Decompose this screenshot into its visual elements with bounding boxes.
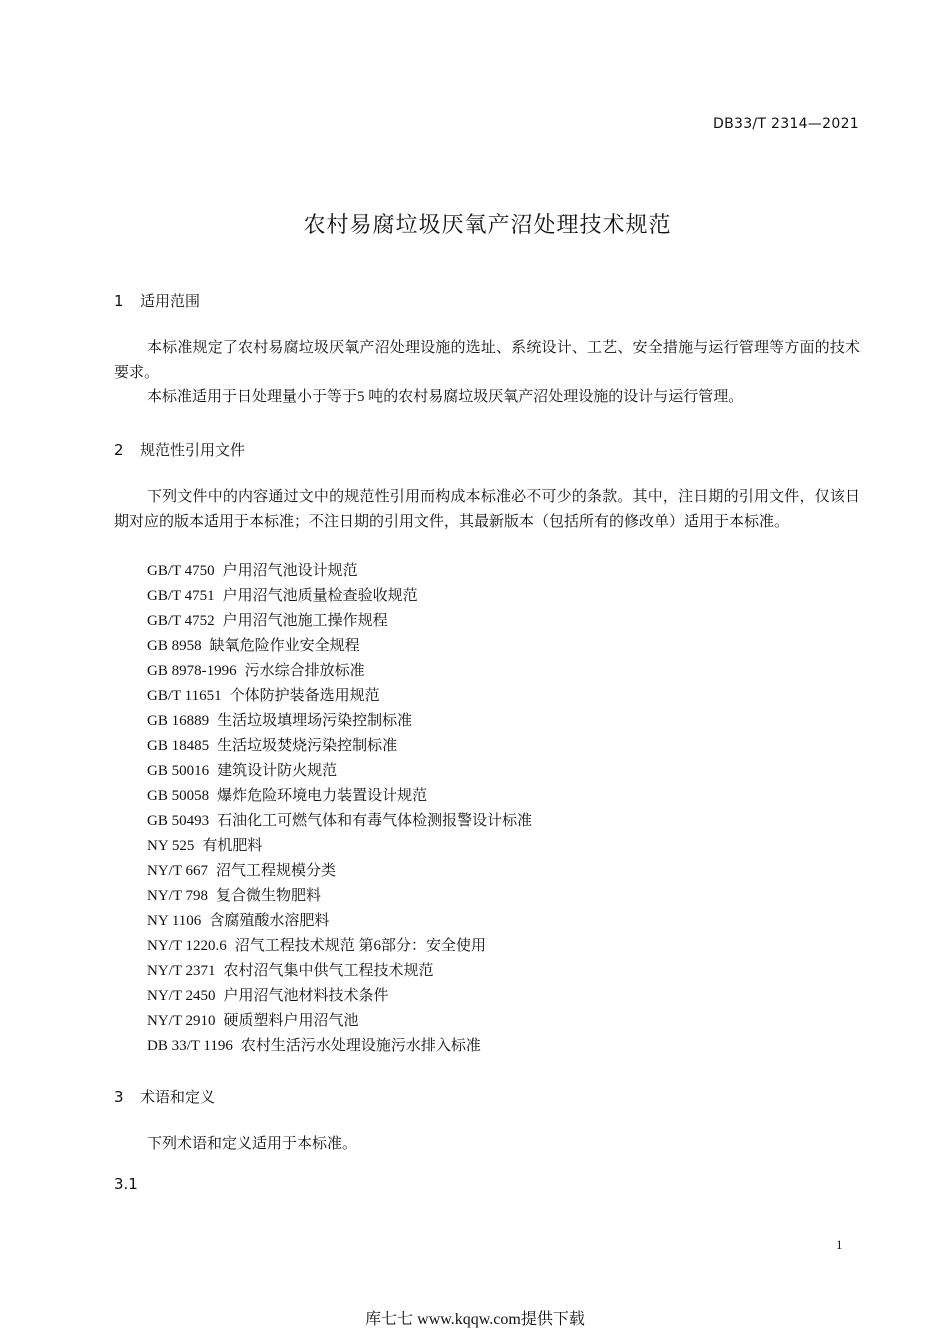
reference-title: 含腐殖酸水溶肥料: [209, 913, 330, 929]
reference-code: NY/T 667: [147, 863, 208, 879]
reference-item: [147, 734, 532, 759]
section-3-title: 术语和定义: [140, 1088, 216, 1106]
reference-code: GB/T 4750: [147, 563, 215, 579]
reference-title: 石油化工可燃气体和有毒气体检测报警设计标准: [217, 813, 533, 829]
reference-title: 有机肥料: [202, 838, 263, 854]
section-2-title: 规范性引用文件: [140, 441, 246, 459]
reference-item: [147, 859, 532, 884]
reference-title: 爆炸危险环境电力装置设计规范: [217, 788, 428, 804]
reference-code: GB 50058: [147, 788, 210, 804]
reference-item: [147, 809, 532, 834]
reference-item: [147, 559, 532, 584]
subsection-3-1-number: 3.1: [114, 1175, 138, 1193]
reference-item: [147, 934, 532, 959]
reference-title: 户用沼气池材料技术条件: [223, 988, 389, 1004]
reference-code: NY/T 1220.6: [147, 938, 227, 954]
section-2-intro: 下列文件中的内容通过文中的规范性引用而构成本标准必不可少的条款。其中，注日期的引用文件，仅该日期对应的版本适用于本标准；不注日期的引用文件，其最新版本（包括所有的修改单）适用于本标准。: [114, 489, 860, 530]
reference-item: [147, 634, 532, 659]
reference-title: 建筑设计防火规范: [217, 763, 338, 779]
reference-title: 农村沼气集中供气工程技术规范: [223, 963, 434, 979]
section-1-heading: [114, 290, 200, 311]
reference-code: GB/T 4751: [147, 588, 215, 604]
reference-item: [147, 684, 532, 709]
reference-code: NY/T 798: [147, 888, 208, 904]
reference-item: [147, 609, 532, 634]
reference-title: 生活垃圾填埋场污染控制标准: [217, 713, 413, 729]
download-source-note: 库七七 www.kqqw.com提供下载: [365, 1311, 585, 1328]
reference-item: [147, 834, 532, 859]
reference-title: 农村生活污水处理设施污水排入标准: [240, 1038, 481, 1054]
section-3-intro: 下列术语和定义适用于本标准。: [147, 1136, 358, 1152]
reference-title: 沼气工程规模分类: [215, 863, 336, 879]
reference-item: [147, 1034, 532, 1059]
reference-title: 硬质塑料户用沼气池: [223, 1013, 359, 1029]
reference-code: GB 8958: [147, 638, 202, 654]
section-1-title: 适用范围: [140, 292, 201, 310]
reference-code: GB 50493: [147, 813, 210, 829]
standard-code: DB33/T 2314—2021: [713, 116, 859, 132]
reference-code: NY 1106: [147, 913, 202, 929]
reference-title: 个体防护装备选用规范: [229, 688, 380, 704]
reference-item: [147, 709, 532, 734]
reference-item: [147, 784, 532, 809]
reference-title: 缺氧危险作业安全规程: [209, 638, 360, 654]
section-3-number: 3: [114, 1088, 124, 1106]
reference-code: GB 8978-1996: [147, 663, 237, 679]
section-2-number: 2: [114, 441, 124, 459]
reference-item: [147, 984, 532, 1009]
reference-code: GB/T 11651: [147, 688, 222, 704]
reference-title: 生活垃圾焚烧污染控制标准: [217, 738, 398, 754]
reference-item: [147, 659, 532, 684]
reference-title: 户用沼气池设计规范: [222, 563, 358, 579]
reference-item: [147, 1009, 532, 1034]
reference-item: [147, 884, 532, 909]
reference-code: GB 50016: [147, 763, 210, 779]
reference-code: NY/T 2371: [147, 963, 216, 979]
reference-title: 户用沼气池质量检查验收规范: [222, 588, 418, 604]
section-2-heading: [114, 439, 245, 460]
normative-reference-list: [147, 559, 532, 1059]
reference-code: NY/T 2910: [147, 1013, 216, 1029]
reference-code: GB 18485: [147, 738, 210, 754]
reference-title: 沼气工程技术规范 第6部分：安全使用: [234, 938, 486, 954]
reference-item: [147, 759, 532, 784]
reference-code: DB 33/T 1196: [147, 1038, 233, 1054]
reference-item: [147, 909, 532, 934]
reference-code: NY/T 2450: [147, 988, 216, 1004]
reference-title: 污水综合排放标准: [244, 663, 365, 679]
reference-title: 复合微生物肥料: [215, 888, 321, 904]
reference-code: GB/T 4752: [147, 613, 215, 629]
page-number: 1: [836, 1237, 843, 1252]
reference-title: 户用沼气池施工操作规程: [222, 613, 388, 629]
reference-code: GB 16889: [147, 713, 210, 729]
section-3-heading: [114, 1086, 215, 1107]
document-title: 农村易腐垃圾厌氧产沼处理技术规范: [303, 213, 672, 238]
section-1-number: 1: [114, 292, 124, 310]
reference-code: NY 525: [147, 838, 195, 854]
reference-item: [147, 959, 532, 984]
section-1-paragraph-2: 本标准适用于日处理量小于等于5 吨的农村易腐垃圾厌氧产沼处理设施的设计与运行管理。: [147, 389, 744, 405]
reference-item: [147, 584, 532, 609]
section-1-paragraph-1: 本标准规定了农村易腐垃圾厌氧产沼处理设施的选址、系统设计、工艺、安全措施与运行管理等方面的技术要求。: [114, 340, 860, 381]
